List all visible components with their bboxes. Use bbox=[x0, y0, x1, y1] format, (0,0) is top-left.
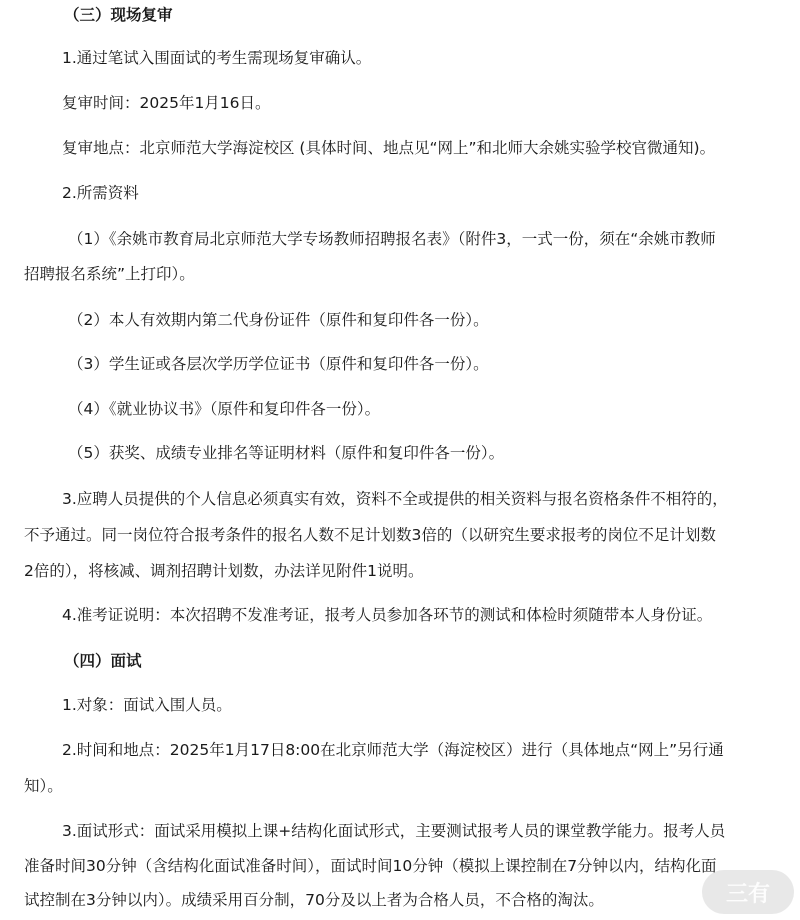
material-item-3: （3）学生证或各层次学历学位证书（原件和复印件各一份）。 bbox=[68, 355, 489, 373]
review-place: 复审地点：北京师范大学海淀校区 (具体时间、地点见“网上”和北师大余姚实验学校官微通知)。 bbox=[62, 139, 716, 157]
material-item-5: （5）获奖、成绩专业排名等证明材料（原件和复印件各一份）。 bbox=[68, 444, 505, 462]
watermark-logo bbox=[702, 870, 794, 914]
interview-time-place-line-1: 2.时间和地点：2025年1月17日8:00在北京师范大学（海淀校区）进行（具体地点“网上”另行通 bbox=[62, 741, 724, 759]
section3-paragraph-1: 1.通过笔试入围面试的考生需现场复审确认。 bbox=[62, 49, 372, 67]
section3-paragraph-3-line-1: 3.应聘人员提供的个人信息必须真实有效，资料不全或提供的相关资料与报名资格条件不相符的， bbox=[62, 490, 728, 508]
watermark-text: 三有 bbox=[725, 881, 770, 907]
material-item-4: （4）《就业协议书》（原件和复印件各一份）。 bbox=[68, 400, 381, 418]
interview-target: 1.对象：面试入围人员。 bbox=[62, 696, 232, 714]
interview-format-line-3: 试控制在3分钟以内）。成绩采用百分制，70分及以上者为合格人员，不合格的淘汰。 bbox=[24, 891, 604, 909]
material-item-1-line-2: 招聘报名系统”上打印）。 bbox=[24, 265, 195, 283]
review-time: 复审时间：2025年1月16日。 bbox=[62, 94, 271, 112]
materials-title: 2.所需资料 bbox=[62, 184, 139, 202]
interview-format-line-1: 3.面试形式：面试采用模拟上课+结构化面试形式，主要测试报考人员的课堂教学能力。报考人员 bbox=[62, 822, 726, 840]
material-item-1-line-1: （1）《余姚市教育局北京师范大学专场教师招聘报名表》（附件3，一式一份，须在“余姚市教师 bbox=[68, 230, 716, 248]
interview-format-line-2: 准备时间30分钟（含结构化面试准备时间），面试时间10分钟（模拟上课控制在7分钟以内，结构化面 bbox=[24, 857, 717, 875]
admission-ticket-note: 4.准考证说明：本次招聘不发准考证，报考人员参加各环节的测试和体检时须随带本人身份证。 bbox=[62, 606, 713, 624]
section4-heading: （四）面试 bbox=[64, 652, 142, 670]
interview-time-place-line-2: 知）。 bbox=[24, 777, 63, 795]
material-item-2: （2）本人有效期内第二代身份证件（原件和复印件各一份）。 bbox=[68, 311, 489, 329]
section3-paragraph-3-line-2: 不予通过。同一岗位符合报考条件的报名人数不足计划数3倍的（以研究生要求报考的岗位不足计划数 bbox=[24, 526, 716, 544]
section3-heading: （三）现场复审 bbox=[64, 6, 173, 24]
section3-paragraph-3-line-3: 2倍的），将核减、调剂招聘计划数，办法详见附件1说明。 bbox=[24, 562, 424, 580]
